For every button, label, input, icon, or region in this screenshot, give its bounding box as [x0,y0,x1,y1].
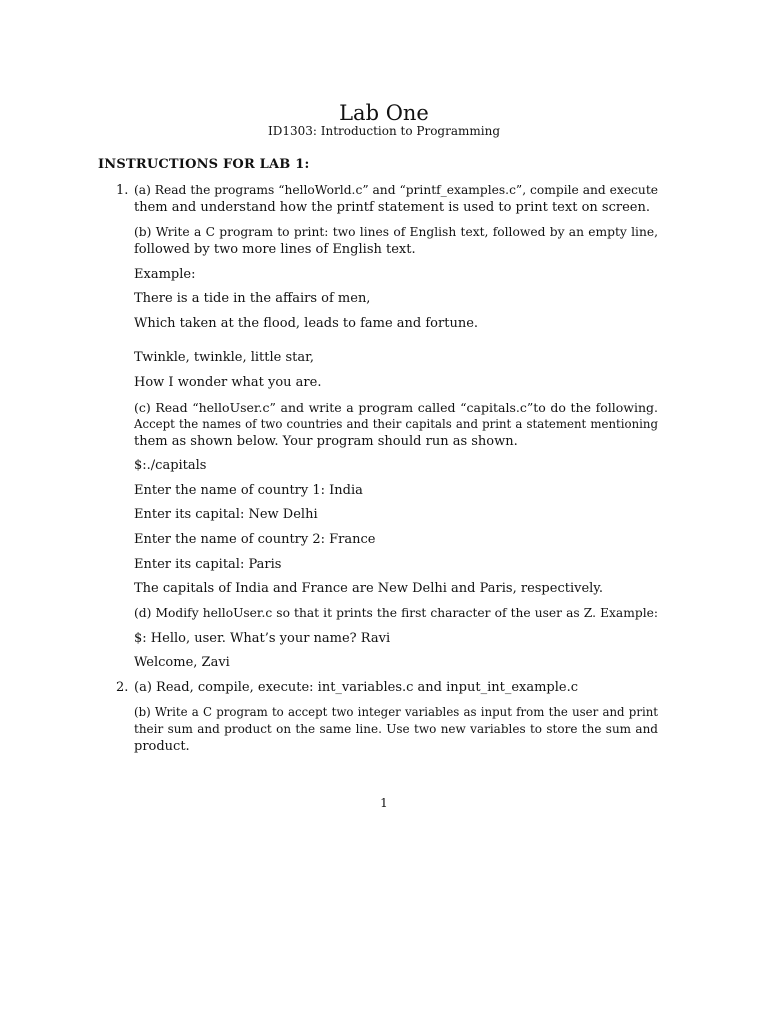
item-1-line: (a) Read the programs “helloWorld.c” and “printf_examples.c”, compile and execute [134,183,658,197]
document-subtitle: ID1303: Introduction to Programming [267,124,501,138]
item-1-line: Example: [134,267,196,282]
item-2-line: product. [134,739,190,754]
item-1-line: them as shown below. Your program should run as shown. [134,434,518,449]
item-1-line: Enter its capital: New Delhi [134,507,318,522]
item-2-line: (b) Write a C program to accept two integer variables as input from the user and print [134,705,658,719]
item-1-line: (c) Read “helloUser.c” and write a program called “capitals.c”to do the following. [134,400,658,415]
page-number: 1 [380,796,388,810]
item-1-line: How I wonder what you are. [134,375,322,390]
item-1-line: Accept the names of two countries and their capitals and print a statement mentioning [134,417,658,431]
item-1-number: 1. [116,183,129,198]
item-2-line: (a) Read, compile, execute: int_variables.c and input_int_example.c [134,680,579,695]
item-1-line: Which taken at the flood, leads to fame and fortune. [134,316,479,331]
item-1-line: Twinkle, twinkle, little star, [134,350,315,365]
item-1-line: $: Hello, user. What’s your name? Ravi [134,631,391,646]
item-1-line: The capitals of India and France are New Delhi and Paris, respectively. [134,581,604,596]
item-1-line: them and understand how the printf statement is used to print text on screen. [134,200,650,215]
section-heading: INSTRUCTIONS FOR LAB 1: [98,157,310,172]
item-2-number: 2. [116,680,129,695]
item-1-line: (b) Write a C program to print: two lines of English text, followed by an empty line, [134,225,658,239]
item-1-line: (d) Modify helloUser.c so that it prints the first character of the user as Z. Example: [134,606,658,620]
item-1-line: There is a tide in the affairs of men, [134,291,371,306]
item-1-line: Welcome, Zavi [134,655,230,670]
item-1-line: Enter the name of country 2: France [134,532,376,547]
item-1-line: Enter the name of country 1: India [134,483,363,498]
item-1-line: Enter its capital: Paris [134,557,282,572]
item-1-line: followed by two more lines of English text. [134,242,416,257]
item-1-line: $:./capitals [134,458,207,473]
item-2-line: their sum and product on the same line. Use two new variables to store the sum and [134,722,658,736]
document-title: Lab One [339,101,429,125]
